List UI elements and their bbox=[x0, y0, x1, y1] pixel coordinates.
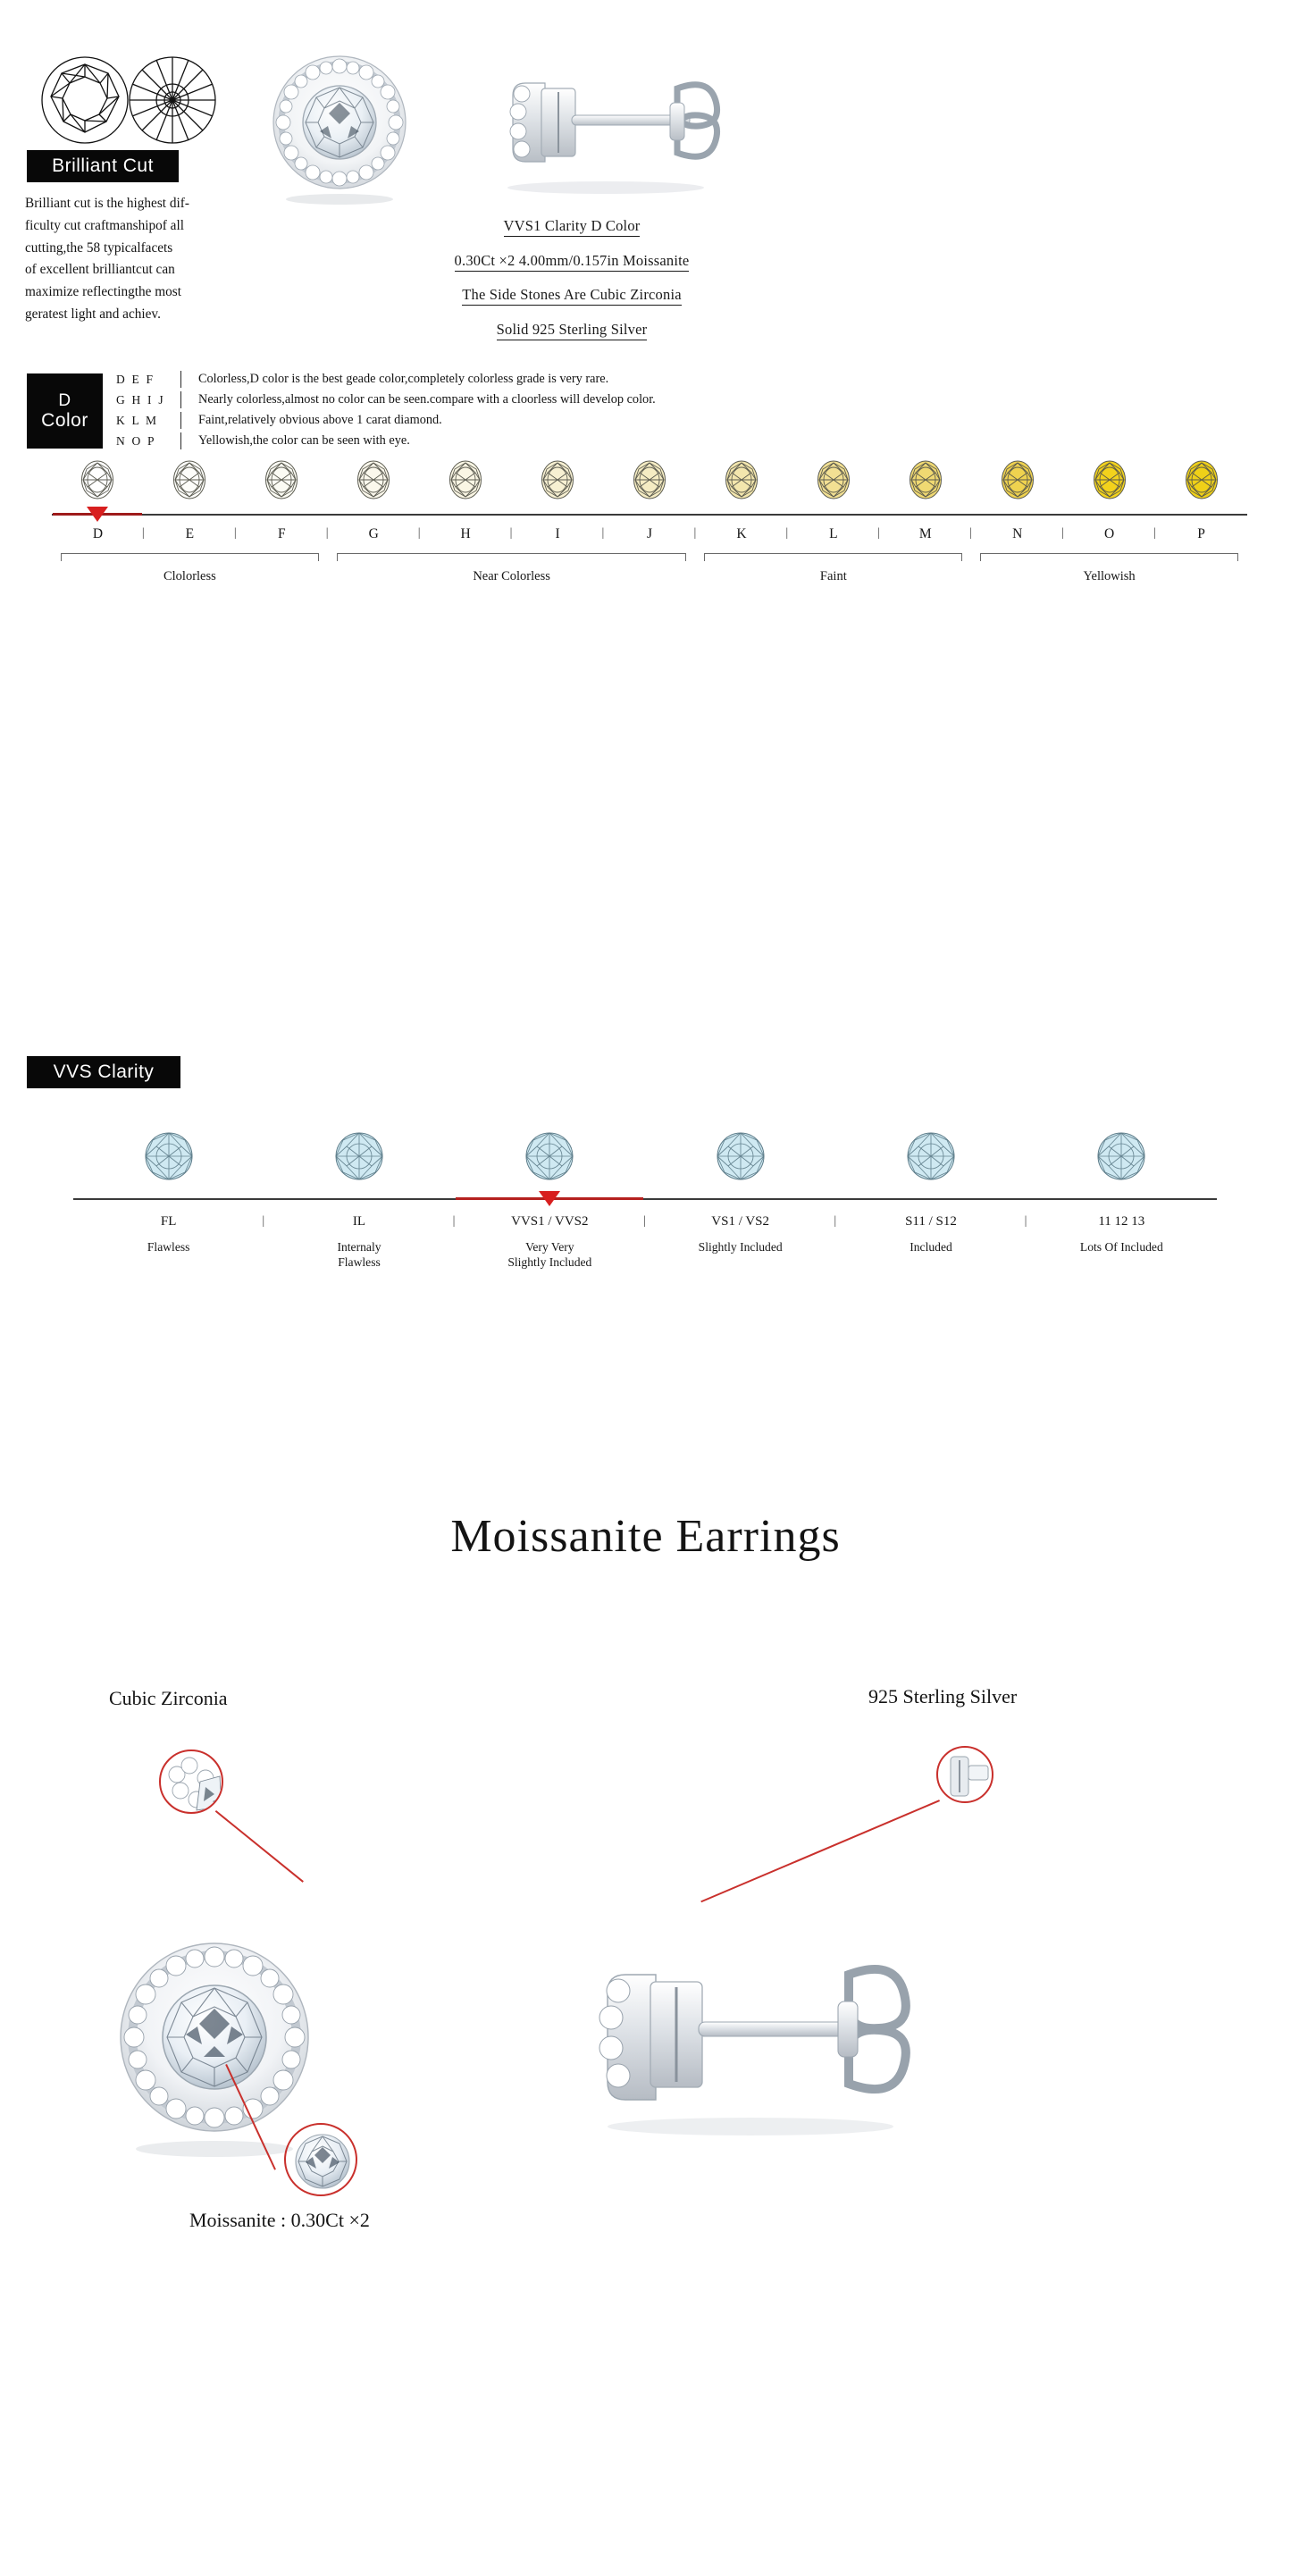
color-scale-marker bbox=[87, 507, 108, 522]
color-grade-row bbox=[116, 390, 656, 410]
divider bbox=[180, 412, 181, 429]
color-letter-d: D bbox=[92, 526, 104, 541]
clarity-grade-label: FL bbox=[160, 1214, 177, 1229]
color-group-bracket bbox=[337, 553, 687, 561]
callout-circle-moissanite bbox=[284, 2123, 357, 2196]
color-scale-separator: | bbox=[417, 526, 421, 540]
cut-desc-line: maximize reflectingthe most bbox=[25, 284, 182, 300]
clarity-grade-label: 11 12 13 bbox=[1098, 1214, 1145, 1229]
brilliant-cut-top-view-icon bbox=[42, 57, 128, 143]
color-grade-row bbox=[116, 369, 656, 390]
color-letter-p: P bbox=[1197, 526, 1205, 541]
clarity-grade-sublabel bbox=[274, 1239, 444, 1271]
color-gem-d bbox=[80, 460, 114, 499]
color-letter-h: H bbox=[460, 526, 471, 541]
color-gem-f bbox=[264, 460, 298, 499]
color-letter-m: M bbox=[918, 526, 932, 541]
color-group-label: Clolorless bbox=[163, 569, 216, 583]
cut-desc-line: geratest light and achiev. bbox=[25, 306, 161, 322]
color-grade-desc: Faint,relatively obvious above 1 carat diamond. bbox=[198, 413, 442, 428]
color-group-label: Near Colorless bbox=[473, 569, 550, 583]
callout-label-sterling-silver: 925 Sterling Silver bbox=[868, 1685, 1018, 1708]
clarity-sublabel-line: Slightly Included bbox=[698, 1240, 783, 1254]
color-gem-h bbox=[448, 460, 482, 499]
color-gem-j bbox=[633, 460, 666, 499]
color-grade-scale bbox=[52, 460, 1247, 589]
color-grade-table bbox=[116, 369, 656, 451]
color-grade-letters: K L M bbox=[116, 413, 159, 427]
clarity-gem-row bbox=[73, 1121, 1217, 1191]
color-grade-desc: Colorless,D color is the best geade color,completely colorless grade is very rare. bbox=[198, 372, 609, 387]
cut-desc-line: Brilliant cut is the highest dif- bbox=[25, 196, 189, 211]
color-letter-l: L bbox=[829, 526, 838, 541]
spec-line-text: The Side Stones Are Cubic Zirconia bbox=[462, 286, 682, 306]
color-scale-separator: | bbox=[1153, 526, 1156, 540]
color-letter-e: E bbox=[185, 526, 195, 541]
clarity-scale-separator: | bbox=[262, 1214, 265, 1228]
earring-front-view bbox=[273, 56, 406, 205]
clarity-scale-axis bbox=[73, 1198, 1217, 1200]
vvs-clarity-banner-label: VVS Clarity bbox=[53, 1061, 155, 1082]
color-gem-e bbox=[172, 460, 206, 499]
color-letter-i: I bbox=[555, 526, 560, 541]
divider bbox=[180, 371, 181, 388]
color-group-brackets bbox=[52, 550, 1247, 566]
clarity-grade-sublabel bbox=[846, 1239, 1016, 1254]
page-title: Moissanite Earrings bbox=[450, 1511, 841, 1562]
clarity-grade-sublabel bbox=[84, 1239, 254, 1254]
color-gem-m bbox=[909, 460, 943, 499]
color-gem-o bbox=[1093, 460, 1127, 499]
color-scale-separator: | bbox=[141, 526, 145, 540]
color-letter-n: N bbox=[1012, 526, 1023, 541]
color-gem-p bbox=[1185, 460, 1219, 499]
color-grade-row bbox=[116, 431, 656, 451]
color-group-labels bbox=[52, 566, 1247, 589]
divider bbox=[180, 432, 181, 449]
spec-line-text: Solid 925 Sterling Silver bbox=[497, 321, 648, 340]
color-letter-o: O bbox=[1104, 526, 1115, 541]
clarity-gem-3 bbox=[715, 1130, 767, 1182]
clarity-sublabel-line: Lots Of Included bbox=[1079, 1240, 1163, 1254]
clarity-gem-1 bbox=[333, 1130, 385, 1182]
earring-side-view-bottom bbox=[599, 1969, 906, 2135]
color-gem-row bbox=[52, 460, 1247, 507]
cut-desc-line: of excellent brilliantcut can bbox=[25, 262, 175, 278]
clarity-sublabel-line: Flawless bbox=[147, 1240, 190, 1254]
clarity-sublabel-line: Internaly bbox=[337, 1240, 381, 1254]
color-letter-g: G bbox=[368, 526, 379, 541]
clarity-sublabel-line: Included bbox=[910, 1240, 952, 1254]
earring-front-view-bottom bbox=[121, 1943, 308, 2157]
product-spec-list bbox=[268, 219, 876, 357]
clarity-grade-sublabel bbox=[465, 1239, 634, 1271]
brilliant-cut-description bbox=[25, 193, 199, 326]
clarity-gem-4 bbox=[905, 1130, 957, 1182]
color-letter-f: F bbox=[277, 526, 286, 541]
color-grade-letters: G H I J bbox=[116, 392, 165, 407]
color-scale-separator: | bbox=[969, 526, 973, 540]
cut-desc-line: cutting,the 58 typicalfacets bbox=[25, 239, 173, 256]
color-grade-desc: Nearly colorless,almost no color can be seen.compare with a cloorless will develop color. bbox=[198, 392, 656, 407]
clarity-gem-0 bbox=[143, 1130, 195, 1182]
color-scale-separator: | bbox=[509, 526, 513, 540]
callout-label-moissanite: Moissanite : 0.30Ct ×2 bbox=[189, 2209, 370, 2231]
color-scale-separator: | bbox=[233, 526, 237, 540]
color-letter-j: J bbox=[646, 526, 653, 541]
callout-section bbox=[0, 1680, 1291, 2395]
color-gem-i bbox=[541, 460, 574, 499]
clarity-sublabel-line: Slightly Included bbox=[507, 1255, 592, 1270]
spec-line bbox=[268, 219, 876, 234]
color-scale-separator: | bbox=[1061, 526, 1064, 540]
color-gem-n bbox=[1001, 460, 1035, 499]
d-color-badge-line1: D bbox=[58, 390, 71, 410]
color-letter-k: K bbox=[736, 526, 747, 541]
color-gem-l bbox=[817, 460, 851, 499]
brilliant-cut-pavilion-view-icon bbox=[130, 57, 215, 143]
spec-line-text: 0.30Ct ×2 4.00mm/0.157in Moissanite bbox=[455, 252, 690, 272]
clarity-grade-label: VS1 / VS2 bbox=[711, 1214, 770, 1229]
color-grade-letters: D E F bbox=[116, 372, 155, 386]
clarity-grade-sublabels bbox=[73, 1238, 1217, 1291]
color-group-label: Yellowish bbox=[1083, 569, 1136, 583]
clarity-grade-label: S11 / S12 bbox=[905, 1214, 957, 1229]
color-grade-row bbox=[116, 410, 656, 431]
spec-line-text: VVS1 Clarity D Color bbox=[504, 217, 641, 237]
color-group-bracket bbox=[704, 553, 962, 561]
clarity-scale-separator: | bbox=[1024, 1214, 1027, 1228]
clarity-grade-sublabel bbox=[656, 1239, 826, 1254]
clarity-scale-marker bbox=[539, 1191, 560, 1206]
color-gem-k bbox=[725, 460, 759, 499]
spec-line bbox=[268, 320, 876, 338]
color-scale-separator: | bbox=[877, 526, 881, 540]
callout-circle-cubic-zirconia bbox=[159, 1749, 223, 1814]
vvs-clarity-banner bbox=[27, 1056, 180, 1088]
d-color-badge-line2: Color bbox=[41, 409, 88, 431]
clarity-grade-labels bbox=[73, 1211, 1217, 1238]
clarity-sublabel-line: Very Very bbox=[525, 1240, 574, 1254]
color-gem-g bbox=[356, 460, 390, 499]
clarity-gem-2 bbox=[524, 1130, 575, 1182]
brilliant-cut-banner-label: Brilliant Cut bbox=[52, 155, 154, 176]
callout-label-cubic-zirconia: Cubic Zirconia bbox=[109, 1687, 228, 1709]
color-group-bracket bbox=[980, 553, 1238, 561]
clarity-grade-sublabel bbox=[1036, 1239, 1206, 1254]
color-scale-separator: | bbox=[325, 526, 329, 540]
clarity-scale-separator: | bbox=[452, 1214, 456, 1228]
callout-circle-sterling-silver bbox=[936, 1746, 993, 1803]
spec-line bbox=[268, 251, 876, 269]
brilliant-cut-diagrams bbox=[40, 45, 219, 161]
color-scale-separator: | bbox=[693, 526, 697, 540]
clarity-sublabel-line: Flawless bbox=[338, 1255, 381, 1270]
color-group-bracket bbox=[61, 553, 319, 561]
clarity-scale-separator: | bbox=[643, 1214, 646, 1228]
clarity-scale-separator: | bbox=[834, 1214, 837, 1228]
d-color-badge bbox=[27, 373, 103, 449]
spec-line bbox=[268, 288, 876, 303]
color-group-label: Faint bbox=[819, 569, 847, 583]
earring-product-photo-top bbox=[257, 49, 865, 201]
color-scale-letters bbox=[52, 526, 1247, 550]
color-scale-separator: | bbox=[601, 526, 605, 540]
color-scale-axis bbox=[52, 514, 1247, 516]
brilliant-cut-banner bbox=[27, 150, 179, 182]
color-scale-separator: | bbox=[785, 526, 789, 540]
earring-side-view bbox=[507, 83, 717, 194]
clarity-grade-label: VVS1 / VVS2 bbox=[511, 1214, 589, 1229]
color-grade-letters: N O P bbox=[116, 433, 156, 448]
clarity-gem-5 bbox=[1095, 1130, 1147, 1182]
cut-desc-line: ficulty cut craftmanshipof all bbox=[25, 217, 184, 233]
clarity-grade-label: IL bbox=[352, 1214, 366, 1229]
divider bbox=[180, 391, 181, 408]
color-grade-desc: Yellowish,the color can be seen with eye. bbox=[198, 433, 410, 449]
clarity-grade-scale bbox=[73, 1121, 1217, 1291]
